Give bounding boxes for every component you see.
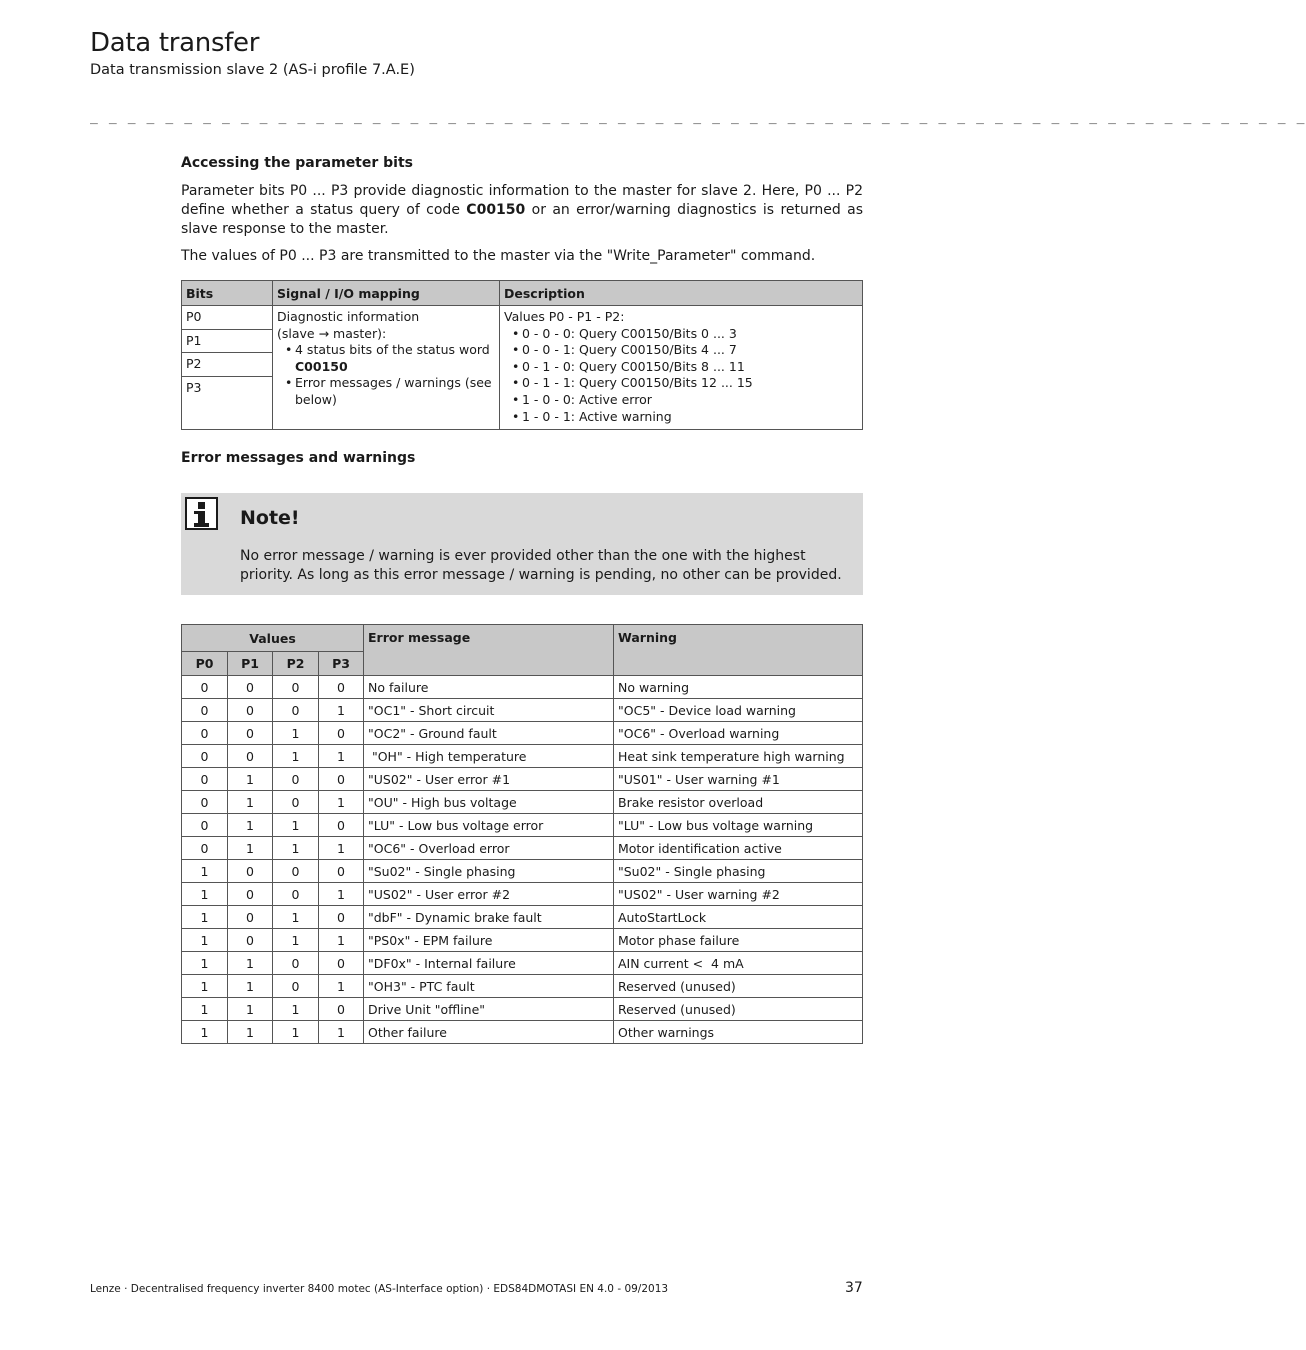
column-header: Description [500,281,863,306]
bit-value-cell: 0 [182,768,228,791]
signal-line: Diagnostic information [277,309,420,324]
signal-line: (slave → master): [277,325,387,341]
paragraph-write-parameter: The values of P0 ... P3 are transmitted to the master via the "Write_Parameter" command. [181,248,816,264]
warning-cell: Heat sink temperature high warning [614,745,863,768]
column-header-p2: P2 [273,652,319,676]
error-message-cell: "OC2" - Ground fault [364,722,614,745]
list-item: • 0 - 0 - 1: Query C00150/Bits 4 ... 7 [522,342,858,359]
warning-cell: "Su02" - Single phasing [614,860,863,883]
page-title: Data transfer [90,28,260,58]
bit-value-cell: 1 [273,745,319,768]
bit-value-cell: 1 [273,1021,319,1044]
errors-table-body [182,676,863,1044]
warning-cell: AIN current < 4 mA [614,952,863,975]
list-item: • 0 - 1 - 1: Query C00150/Bits 12 ... 15 [522,375,858,392]
bit-value-cell: 0 [228,699,273,722]
bit-value-cell: 0 [319,998,364,1021]
signal-cell [273,306,500,430]
bit-value-cell: 1 [319,699,364,722]
description-list [504,326,858,426]
table-row [182,791,863,814]
errors-table-container [181,624,863,1044]
bit-value-cell: 1 [228,791,273,814]
bit-value-cell: 1 [273,929,319,952]
bit-cell: P1 [182,329,273,353]
bit-value-cell: 0 [182,699,228,722]
note-title: Note! [240,507,300,529]
bit-value-cell: 1 [273,998,319,1021]
error-message-cell: "OH3" - PTC fault [364,975,614,998]
paragraph-text: or an error/warning diagnostics is returned as slave response to the master. [181,202,863,237]
bit-value-cell: 1 [273,722,319,745]
bit-value-cell: 1 [182,975,228,998]
list-item-text: 4 status bits of the status word [295,342,490,358]
header-separator: _ _ _ _ _ _ _ _ _ _ _ _ _ _ _ _ _ _ _ _ _ _ _ _ _ _ _ _ _ _ _ _ _ _ _ _ _ _ _ _ _ _ _ _ _ _ _ _ _ _ _ _ _ _ _ _ _ _ _ _ _ _ _ _ _ [90,110,1306,125]
column-header: Bits [182,281,273,306]
note-box [181,493,863,595]
error-message-cell: "US02" - User error #2 [364,883,614,906]
table-row [182,1021,863,1044]
bit-value-cell: 1 [182,952,228,975]
bit-value-cell: 0 [273,699,319,722]
bit-value-cell: 1 [319,1021,364,1044]
column-header-error: Error message [364,625,614,676]
bit-value-cell: 0 [273,975,319,998]
warning-cell: "US02" - User warning #2 [614,883,863,906]
warning-cell: Reserved (unused) [614,975,863,998]
table-row [182,676,863,699]
description-intro: Values P0 - P1 - P2: [504,309,625,324]
list-item: • 0 - 1 - 0: Query C00150/Bits 8 ... 11 [522,359,858,376]
column-header-p3: P3 [319,652,364,676]
list-item: • 0 - 0 - 0: Query C00150/Bits 0 ... 3 [522,326,858,343]
bit-value-cell: 0 [319,722,364,745]
code-reference: C00150 [295,358,348,374]
error-message-cell: "Su02" - Single phasing [364,860,614,883]
column-header: Signal / I/O mapping [273,281,500,306]
bit-value-cell: 1 [182,883,228,906]
signal-list [277,342,495,408]
table-row [182,952,863,975]
list-item [295,342,495,375]
error-message-cell: No failure [364,676,614,699]
bit-value-cell: 0 [319,906,364,929]
paragraph-text: Parameter bits P0 ... P3 provide diagnostic information to the master for slave 2. Here, P0 ... P2 define whether a status query of code [181,183,863,218]
section-heading-errors: Error messages and warnings [181,450,416,466]
bit-value-cell: 0 [182,837,228,860]
bit-value-cell: 1 [182,929,228,952]
bit-value-cell: 1 [228,768,273,791]
bit-value-cell: 0 [319,860,364,883]
bit-value-cell: 0 [228,745,273,768]
bit-value-cell: 1 [228,975,273,998]
bit-value-cell: 0 [228,722,273,745]
footer-text: Lenze · Decentralised frequency inverter 8400 motec (AS-Interface option) · EDS84DMOTASI EN 4.0 - 09/2013 [90,1283,669,1295]
table-row [182,975,863,998]
error-message-cell: "OU" - High bus voltage [364,791,614,814]
bit-value-cell: 0 [319,768,364,791]
bit-value-cell: 1 [273,837,319,860]
bit-value-cell: 1 [228,814,273,837]
bit-value-cell: 0 [273,860,319,883]
column-header-warning: Warning [614,625,863,676]
bit-value-cell: 0 [273,952,319,975]
error-message-cell: "DF0x" - Internal failure [364,952,614,975]
table-row [182,306,863,330]
bit-value-cell: 1 [182,998,228,1021]
bit-value-cell: 1 [319,929,364,952]
table-row [182,837,863,860]
error-message-cell: "OC6" - Overload error [364,837,614,860]
error-message-cell: "PS0x" - EPM failure [364,929,614,952]
warning-cell: AutoStartLock [614,906,863,929]
section-heading-parameter-bits: Accessing the parameter bits [181,155,413,171]
bit-value-cell: 0 [273,791,319,814]
table-header-row [182,625,863,652]
error-message-cell: "dbF" - Dynamic brake fault [364,906,614,929]
bits-table [181,280,863,430]
error-message-cell: Drive Unit "offline" [364,998,614,1021]
bit-cell: P3 [182,376,273,429]
warning-cell: "OC6" - Overload warning [614,722,863,745]
bit-value-cell: 0 [182,791,228,814]
warning-cell: "US01" - User warning #1 [614,768,863,791]
warning-cell: Motor identification active [614,837,863,860]
bit-value-cell: 1 [319,791,364,814]
table-row [182,722,863,745]
bit-value-cell: 0 [182,814,228,837]
bit-value-cell: 1 [273,906,319,929]
warning-cell: "LU" - Low bus voltage warning [614,814,863,837]
table-row [182,860,863,883]
list-item: • Error messages / warnings (see below) [295,375,495,408]
bit-value-cell: 1 [273,814,319,837]
warning-cell: Other warnings [614,1021,863,1044]
column-header-p1: P1 [228,652,273,676]
table-row [182,699,863,722]
bit-value-cell: 1 [319,883,364,906]
table-header-row [182,281,863,306]
bit-value-cell: 0 [228,883,273,906]
values-group-header: Values [182,625,364,652]
table-row [182,998,863,1021]
page-number: 37 [845,1280,863,1296]
table-row [182,906,863,929]
bit-cell: P0 [182,306,273,330]
bit-cell: P2 [182,353,273,377]
bit-value-cell: 1 [182,860,228,883]
bit-value-cell: 1 [319,975,364,998]
bit-value-cell: 0 [182,676,228,699]
bit-value-cell: 0 [182,745,228,768]
bit-value-cell: 0 [228,929,273,952]
description-cell [500,306,863,430]
error-message-cell: "LU" - Low bus voltage error [364,814,614,837]
bit-value-cell: 0 [228,906,273,929]
error-message-cell: Other failure [364,1021,614,1044]
page-subtitle: Data transmission slave 2 (AS-i profile 7.A.E) [90,62,415,78]
paragraph-parameter-bits [181,182,863,239]
table-row [182,768,863,791]
bit-value-cell: 1 [228,952,273,975]
warning-cell: No warning [614,676,863,699]
table-row [182,814,863,837]
warning-cell: Motor phase failure [614,929,863,952]
bit-value-cell: 1 [319,745,364,768]
bit-value-cell: 0 [319,676,364,699]
bit-value-cell: 0 [228,860,273,883]
bits-table-container [181,280,863,430]
code-reference: C00150 [466,202,526,218]
bit-value-cell: 0 [319,952,364,975]
info-icon [185,497,218,530]
table-row [182,745,863,768]
bit-value-cell: 1 [228,1021,273,1044]
bit-value-cell: 0 [273,768,319,791]
errors-table [181,624,863,1044]
bit-value-cell: 1 [182,906,228,929]
column-header-p0: P0 [182,652,228,676]
warning-cell: "OC5" - Device load warning [614,699,863,722]
bit-value-cell: 0 [319,814,364,837]
list-item: • 1 - 0 - 1: Active warning [522,409,858,426]
table-row [182,929,863,952]
bit-value-cell: 1 [182,1021,228,1044]
warning-cell: Reserved (unused) [614,998,863,1021]
error-message-cell: "OC1" - Short circuit [364,699,614,722]
bit-value-cell: 1 [228,998,273,1021]
bit-value-cell: 0 [273,676,319,699]
bit-value-cell: 1 [228,837,273,860]
bit-value-cell: 1 [319,837,364,860]
list-item: • 1 - 0 - 0: Active error [522,392,858,409]
warning-cell: Brake resistor overload [614,791,863,814]
error-message-cell: "US02" - User error #1 [364,768,614,791]
bit-value-cell: 0 [228,676,273,699]
error-message-cell: "OH" - High temperature [364,745,614,768]
table-row [182,883,863,906]
bit-value-cell: 0 [273,883,319,906]
bit-value-cell: 0 [182,722,228,745]
note-text: No error message / warning is ever provided other than the one with the highest priority. As long as this error message / warning is pending, no other can be provided. [240,548,842,583]
